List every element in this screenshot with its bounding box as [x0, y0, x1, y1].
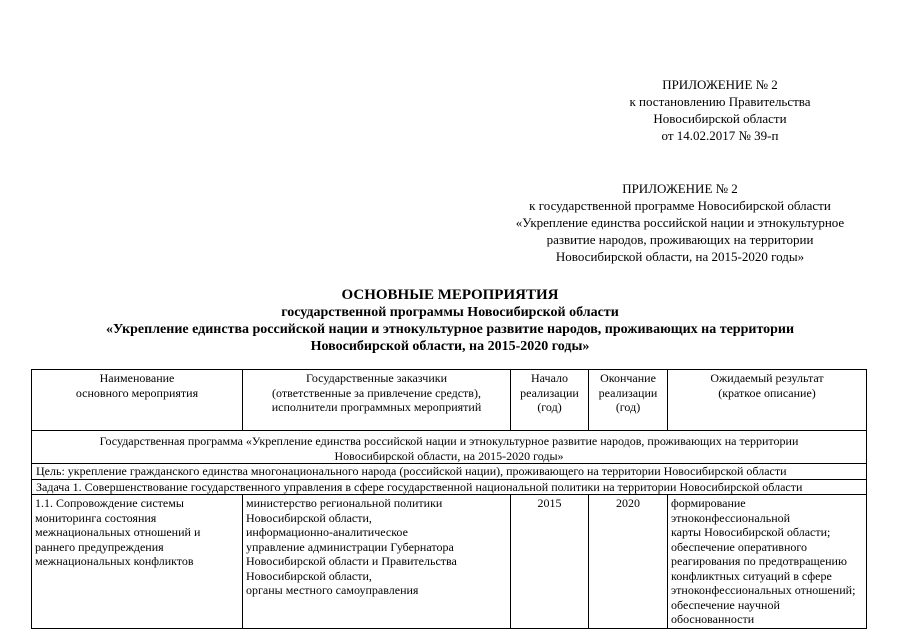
table-header-row [32, 370, 867, 431]
approval-title: ПРИЛОЖЕНИЕ № 2 [662, 77, 778, 92]
program-row: Государственная программа «Укрепление единства российской нации и этнокультурное развитие народов, проживающих на территории Новосибирской области, на 2015-2020 годы» [32, 431, 867, 464]
header-cell-result: Ожидаемый результат (краткое описание) [668, 370, 867, 431]
approval-date: от 14.02.2017 № 39-п [661, 128, 779, 143]
appendix-block [480, 180, 880, 265]
goal-row: Цель: укрепление гражданского единства многонационального народа (российской нации), проживающего на территории Новосибирской области [32, 464, 867, 480]
approval-line: Новосибирской области [653, 111, 787, 126]
heading-line: Новосибирской области, на 2015-2020 годы» [310, 339, 590, 354]
header-cell-start: Начало реализации (год) [511, 370, 589, 431]
appendix-line: к государственной программе Новосибирской области [529, 198, 831, 213]
appendix-line: развитие народов, проживающих на территории [546, 232, 814, 247]
result-cell: формирование этноконфессиональной карты Новосибирской области; обеспечение оперативного реагирования по предотвращению конфликтных ситуаций в сфере этноконфессиональных отношений; обеспечение научной обоснованности [668, 495, 867, 629]
header-cell-name: Наименование основного мероприятия [32, 370, 243, 431]
end-year-cell: 2020 [589, 495, 668, 629]
appendix-line: «Укрепление единства российской нации и этнокультурное [515, 215, 845, 230]
task-row: Задача 1. Совершенствование государственного управления в сфере государственной национальной политики на территории Новосибирской области [32, 479, 867, 495]
header-cell-executors: Государственные заказчики (ответственные за привлечение средств), исполнители программных мероприятий [243, 370, 511, 431]
approval-block [600, 76, 840, 144]
measure-name-cell: 1.1. Сопровождение системы мониторинга состояния межнациональных отношений и раннего предупреждения межнациональных конфликтов [32, 495, 243, 629]
appendix-title: ПРИЛОЖЕНИЕ № 2 [622, 181, 738, 196]
document-heading [40, 287, 860, 355]
start-year-cell: 2015 [511, 495, 589, 629]
heading-line: государственной программы Новосибирской области [281, 305, 619, 320]
executors-cell: министерство региональной политики Новосибирской области, информационно-аналитическое управление администрации Губернатора Новосибирской области и Правительства Новосибирской области, органы местного самоуправления [243, 495, 511, 629]
approval-line: к постановлению Правительства [629, 94, 811, 109]
measures-table [31, 369, 867, 629]
heading-title: ОСНОВНЫЕ МЕРОПРИЯТИЯ [341, 287, 559, 303]
heading-line: «Укрепление единства российской нации и этнокультурное развитие народов, проживающих на территории [105, 322, 795, 337]
appendix-line: Новосибирской области, на 2015-2020 годы» [555, 249, 805, 264]
header-cell-end: Окончание реализации (год) [589, 370, 668, 431]
table-row [32, 495, 867, 629]
